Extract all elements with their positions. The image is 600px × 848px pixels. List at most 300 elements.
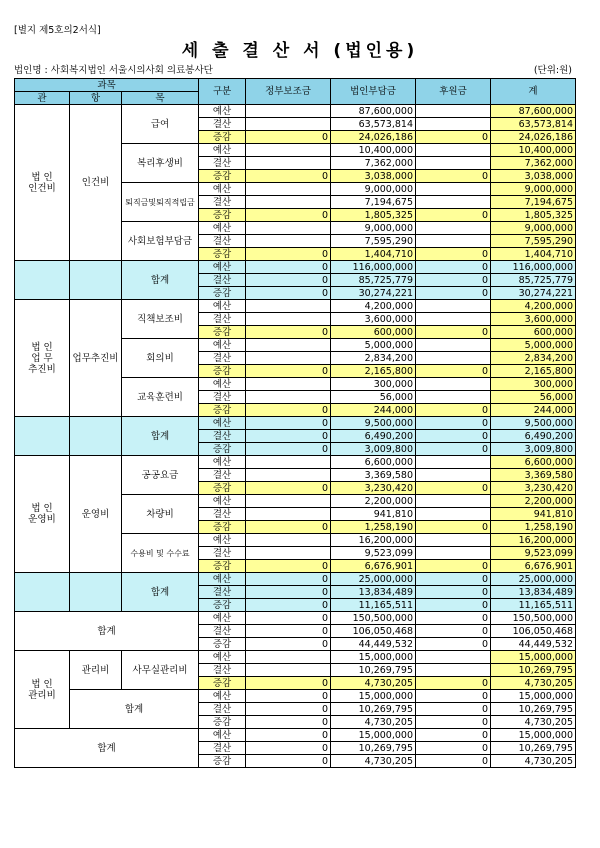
- gov-subsidy-cell: 0: [246, 625, 331, 638]
- donation-cell: 0: [416, 586, 491, 599]
- corp-burden-cell: 600,000: [331, 326, 416, 339]
- corp-burden-cell: 9,500,000: [331, 417, 416, 430]
- total-cell: 9,500,000: [491, 417, 576, 430]
- total-cell: 1,805,325: [491, 209, 576, 222]
- gov-subsidy-cell: 0: [246, 404, 331, 417]
- total-cell: 3,038,000: [491, 170, 576, 183]
- header-gov-subsidy: 정부보조금: [246, 79, 331, 105]
- gov-subsidy-cell: 0: [246, 586, 331, 599]
- gov-subsidy-cell: [246, 339, 331, 352]
- donation-cell: 0: [416, 261, 491, 274]
- settlement-table: [14, 78, 576, 768]
- subheader: [14, 62, 572, 76]
- donation-cell: [416, 235, 491, 248]
- total-cell: 15,000,000: [491, 729, 576, 742]
- category-settlement: 결산: [199, 469, 246, 482]
- category-budget: 예산: [199, 729, 246, 742]
- gov-subsidy-cell: [246, 508, 331, 521]
- category-diff: 증감: [199, 170, 246, 183]
- gwan-cell: 법 인 운영비: [15, 456, 70, 573]
- category-settlement: 결산: [199, 235, 246, 248]
- category-settlement: 결산: [199, 352, 246, 365]
- gov-subsidy-cell: [246, 456, 331, 469]
- total-cell: 6,600,000: [491, 456, 576, 469]
- corp-burden-cell: 10,400,000: [331, 144, 416, 157]
- total-cell: 15,000,000: [491, 690, 576, 703]
- donation-cell: [416, 495, 491, 508]
- category-settlement: 결산: [199, 313, 246, 326]
- category-diff: 증감: [199, 326, 246, 339]
- donation-cell: [416, 352, 491, 365]
- blank-cell: [15, 417, 70, 456]
- subtotal-row: [15, 261, 576, 274]
- gov-subsidy-cell: 0: [246, 690, 331, 703]
- category-diff: 증감: [199, 560, 246, 573]
- corp-burden-cell: 10,269,795: [331, 703, 416, 716]
- category-budget: 예산: [199, 183, 246, 196]
- total-cell: 106,050,468: [491, 625, 576, 638]
- subtotal-label: 합계: [122, 261, 199, 300]
- total-cell: 87,600,000: [491, 105, 576, 118]
- gov-subsidy-cell: 0: [246, 612, 331, 625]
- total-cell: 1,404,710: [491, 248, 576, 261]
- donation-cell: 0: [416, 573, 491, 586]
- total-cell: 2,165,800: [491, 365, 576, 378]
- category-diff: 증감: [199, 287, 246, 300]
- gov-subsidy-cell: 0: [246, 131, 331, 144]
- donation-cell: [416, 144, 491, 157]
- gov-subsidy-cell: 0: [246, 287, 331, 300]
- total-cell: 4,200,000: [491, 300, 576, 313]
- gov-subsidy-cell: [246, 352, 331, 365]
- total-cell: 7,595,290: [491, 235, 576, 248]
- donation-cell: 0: [416, 638, 491, 651]
- corp-burden-cell: 30,274,221: [331, 287, 416, 300]
- gov-subsidy-cell: [246, 105, 331, 118]
- category-diff: 증감: [199, 638, 246, 651]
- category-diff: 증감: [199, 716, 246, 729]
- header-mok: 목: [122, 92, 199, 105]
- corp-burden-cell: 3,230,420: [331, 482, 416, 495]
- category-diff: 증감: [199, 755, 246, 768]
- total-cell: 63,573,814: [491, 118, 576, 131]
- category-diff: 증감: [199, 443, 246, 456]
- corp-burden-cell: 3,600,000: [331, 313, 416, 326]
- total-row: [15, 729, 576, 742]
- gov-subsidy-cell: 0: [246, 677, 331, 690]
- gov-subsidy-cell: [246, 222, 331, 235]
- donation-cell: 0: [416, 170, 491, 183]
- gov-subsidy-cell: [246, 313, 331, 326]
- corp-burden-cell: 10,269,795: [331, 664, 416, 677]
- corp-burden-cell: 2,165,800: [331, 365, 416, 378]
- total-label: 합계: [15, 612, 199, 651]
- category-budget: 예산: [199, 495, 246, 508]
- header-gwan: 관: [15, 92, 70, 105]
- total-cell: 4,730,205: [491, 677, 576, 690]
- donation-cell: [416, 222, 491, 235]
- total-cell: 44,449,532: [491, 638, 576, 651]
- donation-cell: 0: [416, 443, 491, 456]
- category-budget: 예산: [199, 690, 246, 703]
- corp-burden-cell: 24,026,186: [331, 131, 416, 144]
- total-cell: 5,000,000: [491, 339, 576, 352]
- corp-burden-cell: 9,000,000: [331, 222, 416, 235]
- corp-burden-cell: 63,573,814: [331, 118, 416, 131]
- mok-cell: 공공요금: [122, 456, 199, 495]
- gov-subsidy-cell: [246, 144, 331, 157]
- total-cell: 6,490,200: [491, 430, 576, 443]
- corp-burden-cell: 87,600,000: [331, 105, 416, 118]
- category-budget: 예산: [199, 651, 246, 664]
- corporation-name: 법인명 : 사회복지법인 서울시의사회 의료봉사단: [14, 65, 213, 76]
- donation-cell: [416, 508, 491, 521]
- gov-subsidy-cell: 0: [246, 482, 331, 495]
- category-diff: 증감: [199, 599, 246, 612]
- category-settlement: 결산: [199, 703, 246, 716]
- hang-cell: 운영비: [70, 456, 122, 573]
- corp-burden-cell: 2,200,000: [331, 495, 416, 508]
- total-cell: 941,810: [491, 508, 576, 521]
- gov-subsidy-cell: [246, 378, 331, 391]
- total-cell: 10,269,795: [491, 742, 576, 755]
- category-budget: 예산: [199, 612, 246, 625]
- blank-cell: [15, 261, 70, 300]
- donation-cell: [416, 157, 491, 170]
- total-cell: 9,000,000: [491, 222, 576, 235]
- corp-burden-cell: 106,050,468: [331, 625, 416, 638]
- donation-cell: 0: [416, 209, 491, 222]
- corp-burden-cell: 4,730,205: [331, 755, 416, 768]
- hang-cell: 업무추진비: [70, 300, 122, 417]
- donation-cell: 0: [416, 365, 491, 378]
- corp-burden-cell: 7,362,000: [331, 157, 416, 170]
- gov-subsidy-cell: 0: [246, 417, 331, 430]
- mok-cell: 사회보험부담금: [122, 222, 199, 261]
- gov-subsidy-cell: 0: [246, 560, 331, 573]
- donation-cell: [416, 378, 491, 391]
- donation-cell: 0: [416, 417, 491, 430]
- corp-burden-cell: 4,730,205: [331, 716, 416, 729]
- header-corp-burden: 법인부담금: [331, 79, 416, 105]
- category-budget: 예산: [199, 534, 246, 547]
- donation-cell: 0: [416, 690, 491, 703]
- total-cell: 3,009,800: [491, 443, 576, 456]
- category-diff: 증감: [199, 209, 246, 222]
- corp-burden-cell: 941,810: [331, 508, 416, 521]
- total-cell: 24,026,186: [491, 131, 576, 144]
- total-cell: 3,230,420: [491, 482, 576, 495]
- donation-cell: 0: [416, 482, 491, 495]
- gov-subsidy-cell: 0: [246, 274, 331, 287]
- gov-subsidy-cell: 0: [246, 261, 331, 274]
- corp-burden-cell: 13,834,489: [331, 586, 416, 599]
- donation-cell: [416, 118, 491, 131]
- header-total: 계: [491, 79, 576, 105]
- category-settlement: 결산: [199, 625, 246, 638]
- category-settlement: 결산: [199, 118, 246, 131]
- mok-cell: 직책보조비: [122, 300, 199, 339]
- donation-cell: 0: [416, 703, 491, 716]
- donation-cell: 0: [416, 560, 491, 573]
- category-settlement: 결산: [199, 391, 246, 404]
- category-budget: 예산: [199, 573, 246, 586]
- category-settlement: 결산: [199, 742, 246, 755]
- total-cell: 3,369,580: [491, 469, 576, 482]
- gov-subsidy-cell: 0: [246, 521, 331, 534]
- donation-cell: 0: [416, 131, 491, 144]
- donation-cell: [416, 547, 491, 560]
- donation-cell: 0: [416, 430, 491, 443]
- gov-subsidy-cell: 0: [246, 638, 331, 651]
- mok-cell: 회의비: [122, 339, 199, 378]
- corp-burden-cell: 7,595,290: [331, 235, 416, 248]
- corp-burden-cell: 44,449,532: [331, 638, 416, 651]
- total-cell: 25,000,000: [491, 573, 576, 586]
- gov-subsidy-cell: [246, 391, 331, 404]
- gov-subsidy-cell: 0: [246, 755, 331, 768]
- total-cell: 15,000,000: [491, 651, 576, 664]
- corp-burden-cell: 300,000: [331, 378, 416, 391]
- category-budget: 예산: [199, 378, 246, 391]
- total-cell: 116,000,000: [491, 261, 576, 274]
- hang-cell: 관리비: [70, 651, 122, 690]
- donation-cell: 0: [416, 742, 491, 755]
- mok-cell: 차량비: [122, 495, 199, 534]
- total-cell: 150,500,000: [491, 612, 576, 625]
- category-budget: 예산: [199, 222, 246, 235]
- corp-burden-cell: 11,165,511: [331, 599, 416, 612]
- table-row: [15, 300, 576, 313]
- gov-subsidy-cell: [246, 651, 331, 664]
- table-row: [15, 651, 576, 664]
- category-settlement: 결산: [199, 664, 246, 677]
- subtotal-label: 합계: [122, 573, 199, 612]
- gov-subsidy-cell: [246, 300, 331, 313]
- donation-cell: [416, 183, 491, 196]
- donation-cell: [416, 456, 491, 469]
- total-cell: 30,274,221: [491, 287, 576, 300]
- mok-cell: 사무실관리비: [122, 651, 199, 690]
- corp-burden-cell: 25,000,000: [331, 573, 416, 586]
- gwan-cell: 법 인 업 무 추진비: [15, 300, 70, 417]
- corp-burden-cell: 2,834,200: [331, 352, 416, 365]
- donation-cell: [416, 339, 491, 352]
- header-category: 구분: [199, 79, 246, 105]
- subtotal-row: [15, 417, 576, 430]
- donation-cell: [416, 651, 491, 664]
- total-cell: 11,165,511: [491, 599, 576, 612]
- category-diff: 증감: [199, 482, 246, 495]
- total-cell: 9,000,000: [491, 183, 576, 196]
- header-hang: 항: [70, 92, 122, 105]
- donation-cell: 0: [416, 287, 491, 300]
- donation-cell: 0: [416, 599, 491, 612]
- gwan-cell: 법 인 관리비: [15, 651, 70, 729]
- donation-cell: 0: [416, 729, 491, 742]
- gov-subsidy-cell: 0: [246, 170, 331, 183]
- category-diff: 증감: [199, 404, 246, 417]
- corp-burden-cell: 150,500,000: [331, 612, 416, 625]
- corp-burden-cell: 3,369,580: [331, 469, 416, 482]
- gov-subsidy-cell: [246, 469, 331, 482]
- total-cell: 3,600,000: [491, 313, 576, 326]
- corp-burden-cell: 6,676,901: [331, 560, 416, 573]
- blank-cell: [70, 417, 122, 456]
- gov-subsidy-cell: 0: [246, 430, 331, 443]
- donation-cell: 0: [416, 625, 491, 638]
- donation-cell: 0: [416, 521, 491, 534]
- donation-cell: [416, 196, 491, 209]
- category-settlement: 결산: [199, 547, 246, 560]
- category-settlement: 결산: [199, 508, 246, 521]
- donation-cell: 0: [416, 274, 491, 287]
- category-diff: 증감: [199, 521, 246, 534]
- category-budget: 예산: [199, 300, 246, 313]
- donation-cell: 0: [416, 404, 491, 417]
- category-settlement: 결산: [199, 274, 246, 287]
- corp-burden-cell: 3,038,000: [331, 170, 416, 183]
- category-settlement: 결산: [199, 196, 246, 209]
- total-cell: 9,523,099: [491, 547, 576, 560]
- gov-subsidy-cell: [246, 118, 331, 131]
- donation-cell: 0: [416, 755, 491, 768]
- gov-subsidy-cell: [246, 664, 331, 677]
- mok-cell: 복리후생비: [122, 144, 199, 183]
- donation-cell: 0: [416, 677, 491, 690]
- total-cell: 4,730,205: [491, 716, 576, 729]
- corp-burden-cell: 6,490,200: [331, 430, 416, 443]
- blank-cell: [15, 573, 70, 612]
- donation-cell: 0: [416, 716, 491, 729]
- corp-burden-cell: 15,000,000: [331, 690, 416, 703]
- category-budget: 예산: [199, 417, 246, 430]
- total-cell: 7,362,000: [491, 157, 576, 170]
- gov-subsidy-cell: [246, 196, 331, 209]
- subtotal-row: [15, 690, 576, 703]
- category-settlement: 결산: [199, 157, 246, 170]
- donation-cell: 0: [416, 326, 491, 339]
- gov-subsidy-cell: [246, 157, 331, 170]
- gov-subsidy-cell: 0: [246, 443, 331, 456]
- donation-cell: [416, 391, 491, 404]
- corp-burden-cell: 15,000,000: [331, 651, 416, 664]
- corp-burden-cell: 4,200,000: [331, 300, 416, 313]
- category-diff: 증감: [199, 365, 246, 378]
- total-cell: 13,834,489: [491, 586, 576, 599]
- mok-cell: 교육훈련비: [122, 378, 199, 417]
- gov-subsidy-cell: 0: [246, 742, 331, 755]
- mok-cell: 수용비 및 수수료: [122, 534, 199, 573]
- gov-subsidy-cell: 0: [246, 703, 331, 716]
- gov-subsidy-cell: 0: [246, 573, 331, 586]
- corp-burden-cell: 1,805,325: [331, 209, 416, 222]
- category-settlement: 결산: [199, 586, 246, 599]
- corp-burden-cell: 9,000,000: [331, 183, 416, 196]
- corp-burden-cell: 1,258,190: [331, 521, 416, 534]
- blank-cell: [70, 261, 122, 300]
- gov-subsidy-cell: 0: [246, 716, 331, 729]
- category-budget: 예산: [199, 105, 246, 118]
- total-cell: 56,000: [491, 391, 576, 404]
- table-row: [15, 105, 576, 118]
- gwan-cell: 법 인 인건비: [15, 105, 70, 261]
- total-cell: 300,000: [491, 378, 576, 391]
- gov-subsidy-cell: 0: [246, 248, 331, 261]
- table-row: [15, 456, 576, 469]
- form-number: [별지 제5호의2서식]: [14, 25, 101, 36]
- total-cell: 16,200,000: [491, 534, 576, 547]
- corp-burden-cell: 16,200,000: [331, 534, 416, 547]
- gov-subsidy-cell: [246, 547, 331, 560]
- gov-subsidy-cell: 0: [246, 599, 331, 612]
- gov-subsidy-cell: [246, 183, 331, 196]
- corp-burden-cell: 1,404,710: [331, 248, 416, 261]
- total-cell: 7,194,675: [491, 196, 576, 209]
- blank-cell: [70, 573, 122, 612]
- unit-label: (단위:원): [533, 65, 572, 76]
- gov-subsidy-cell: 0: [246, 365, 331, 378]
- gov-subsidy-cell: [246, 495, 331, 508]
- total-label: 합계: [15, 729, 199, 768]
- category-budget: 예산: [199, 456, 246, 469]
- category-budget: 예산: [199, 144, 246, 157]
- page-title: 세 출 결 산 서 (법인용): [181, 41, 419, 61]
- total-cell: 85,725,779: [491, 274, 576, 287]
- corp-burden-cell: 6,600,000: [331, 456, 416, 469]
- category-diff: 증감: [199, 248, 246, 261]
- corp-burden-cell: 9,523,099: [331, 547, 416, 560]
- total-row: [15, 612, 576, 625]
- donation-cell: [416, 300, 491, 313]
- total-cell: 10,269,795: [491, 664, 576, 677]
- subtotal-label: 합계: [70, 690, 199, 729]
- corp-burden-cell: 116,000,000: [331, 261, 416, 274]
- total-cell: 6,676,901: [491, 560, 576, 573]
- total-cell: 600,000: [491, 326, 576, 339]
- gov-subsidy-cell: 0: [246, 729, 331, 742]
- mok-cell: 퇴직금및퇴직적립금: [122, 183, 199, 222]
- subtotal-label: 합계: [122, 417, 199, 456]
- category-settlement: 결산: [199, 430, 246, 443]
- donation-cell: [416, 469, 491, 482]
- donation-cell: 0: [416, 612, 491, 625]
- total-cell: 2,200,000: [491, 495, 576, 508]
- corp-burden-cell: 15,000,000: [331, 729, 416, 742]
- total-cell: 244,000: [491, 404, 576, 417]
- total-cell: 2,834,200: [491, 352, 576, 365]
- donation-cell: [416, 534, 491, 547]
- corp-burden-cell: 4,730,205: [331, 677, 416, 690]
- gov-subsidy-cell: 0: [246, 209, 331, 222]
- corp-burden-cell: 3,009,800: [331, 443, 416, 456]
- donation-cell: [416, 313, 491, 326]
- total-cell: 10,400,000: [491, 144, 576, 157]
- corp-burden-cell: 56,000: [331, 391, 416, 404]
- corp-burden-cell: 5,000,000: [331, 339, 416, 352]
- total-cell: 10,269,795: [491, 703, 576, 716]
- donation-cell: 0: [416, 248, 491, 261]
- subtotal-row: [15, 573, 576, 586]
- gov-subsidy-cell: 0: [246, 326, 331, 339]
- header-account: 과목: [15, 79, 199, 92]
- corp-burden-cell: 85,725,779: [331, 274, 416, 287]
- total-cell: 1,258,190: [491, 521, 576, 534]
- category-budget: 예산: [199, 261, 246, 274]
- mok-cell: 급여: [122, 105, 199, 144]
- hang-cell: 인건비: [70, 105, 122, 261]
- category-diff: 증감: [199, 677, 246, 690]
